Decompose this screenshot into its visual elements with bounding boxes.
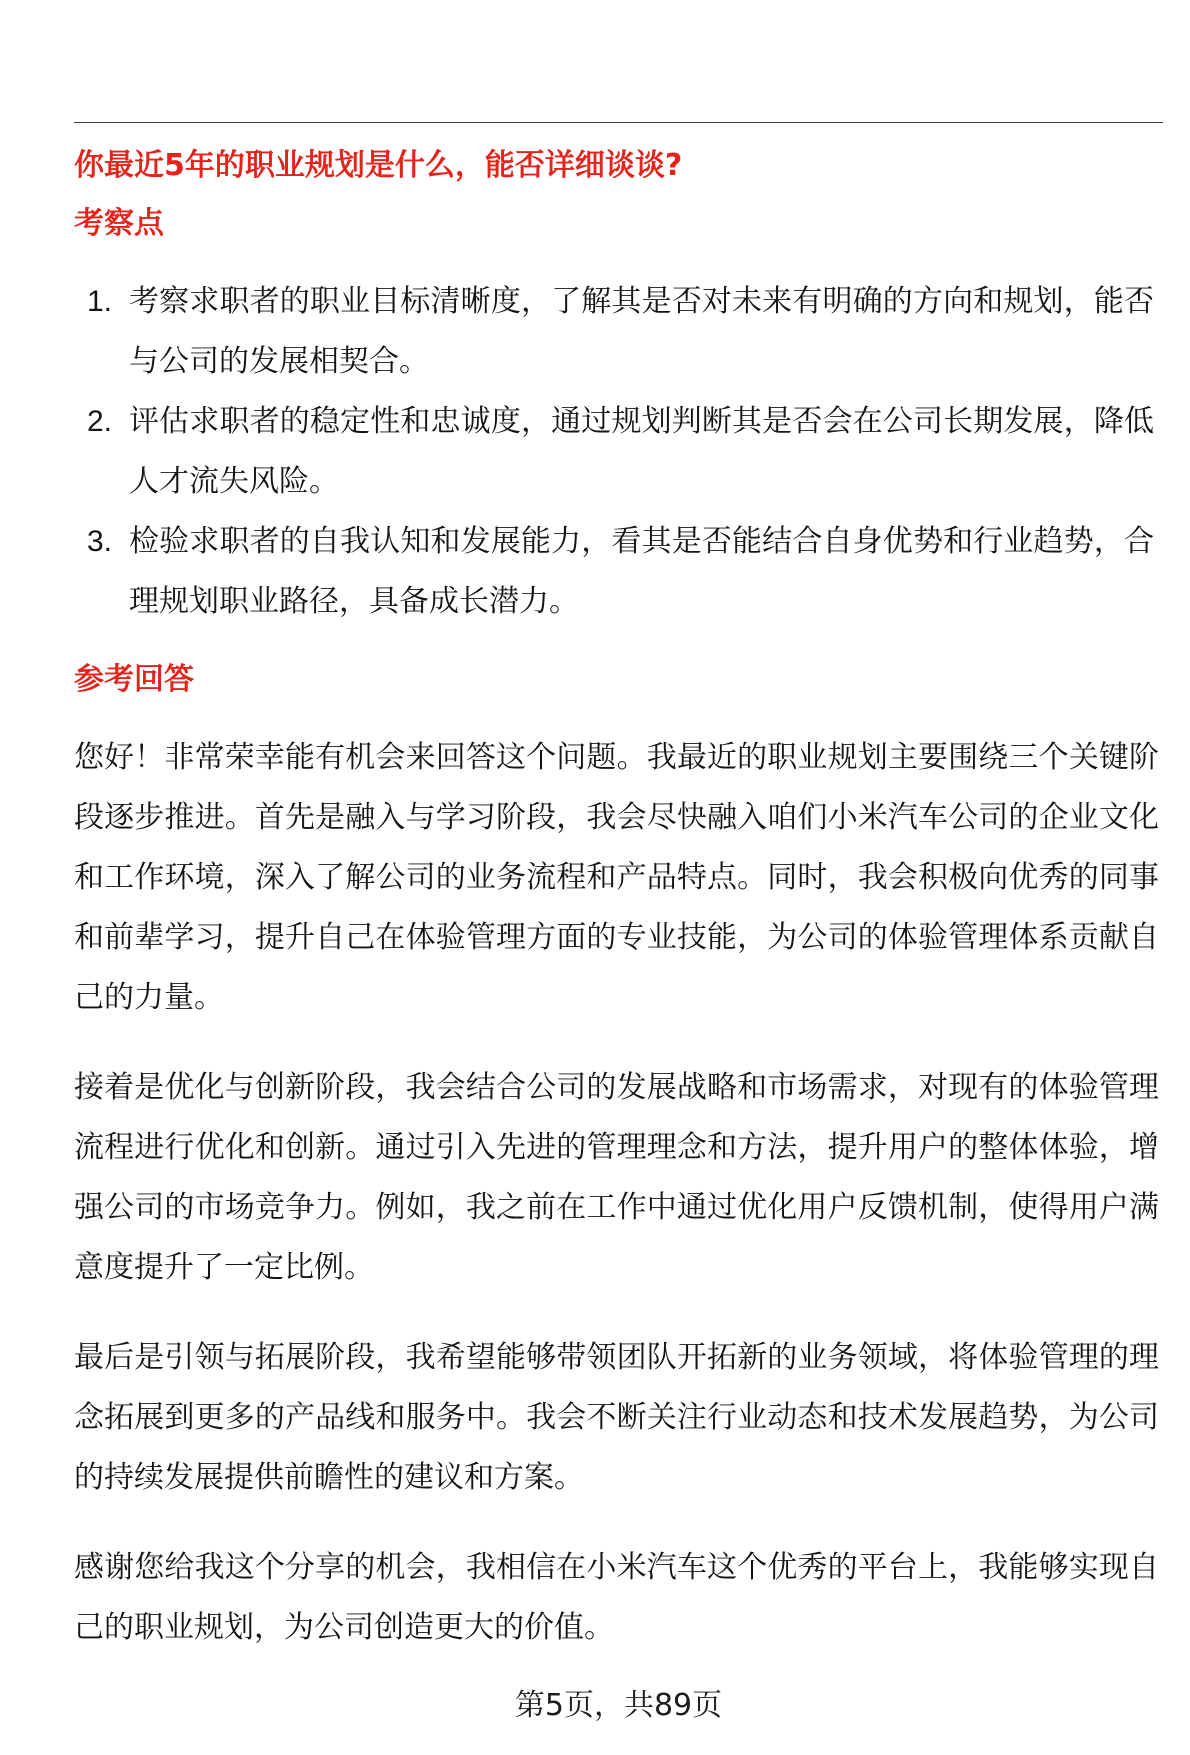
section-heading-reference-answer: 参考回答 — [74, 662, 194, 697]
list-item-text: 评估求职者的稳定性和忠诚度，通过规划判断其是否会在公司长期发展，降低人才流失风险。 — [129, 404, 1154, 499]
list-item-number: 2. — [87, 405, 113, 438]
answer-paragraph: 您好！非常荣幸能有机会来回答这个问题。我最近的职业规划主要围绕三个关键阶段逐步推进。首先是融入与学习阶段，我会尽快融入咱们小米汽车公司的企业文化和工作环境，深入了解公司的业务流程和产品特点。同时，我会积极向优秀的同事和前辈学习，提升自己在体验管理方面的专业技能，为公司的体验管理体系贡献自己的力量。 — [74, 740, 1159, 1015]
section-heading-assessment-points: 考察点 — [74, 206, 164, 241]
assessment-points-list — [74, 272, 1154, 632]
question-heading: 你最近5年的职业规划是什么，能否详细谈谈? — [74, 148, 683, 183]
reference-answer-body — [74, 728, 1159, 1688]
list-item-text: 考察求职者的职业目标清晰度，了解其是否对未来有明确的方向和规划，能否与公司的发展相契合。 — [129, 284, 1154, 379]
page-number-footer: 第5页，共89页 — [514, 1688, 723, 1723]
list-item — [74, 272, 1154, 392]
list-item-number: 3. — [87, 525, 113, 558]
list-item — [74, 392, 1154, 512]
top-divider — [74, 122, 1163, 123]
answer-paragraph: 最后是引领与拓展阶段，我希望能够带领团队开拓新的业务领域，将体验管理的理念拓展到更多的产品线和服务中。我会不断关注行业动态和技术发展趋势，为公司的持续发展提供前瞻性的建议和方案。 — [74, 1340, 1159, 1495]
list-item-number: 1. — [87, 285, 113, 318]
list-item — [74, 512, 1154, 632]
answer-paragraph: 接着是优化与创新阶段，我会结合公司的发展战略和市场需求，对现有的体验管理流程进行优化和创新。通过引入先进的管理理念和方法，提升用户的整体体验，增强公司的市场竞争力。例如，我之前在工作中通过优化用户反馈机制，使得用户满意度提升了一定比例。 — [74, 1070, 1159, 1285]
list-item-text: 检验求职者的自我认知和发展能力，看其是否能结合自身优势和行业趋势，合理规划职业路径，具备成长潜力。 — [129, 524, 1154, 619]
answer-paragraph: 感谢您给我这个分享的机会，我相信在小米汽车这个优秀的平台上，我能够实现自己的职业规划，为公司创造更大的价值。 — [74, 1550, 1159, 1645]
